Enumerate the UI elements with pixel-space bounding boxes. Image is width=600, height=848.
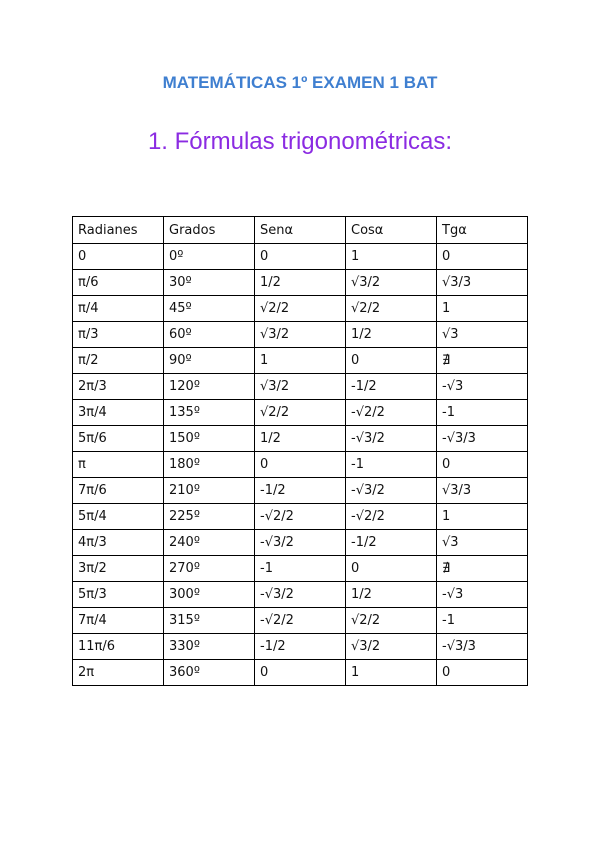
cell-cosine: -√3/2	[346, 426, 437, 452]
cell-sine: -1/2	[255, 634, 346, 660]
table-row	[73, 504, 528, 530]
table-body	[73, 244, 528, 686]
cell-sine: 0	[255, 452, 346, 478]
cell-sine: -√3/2	[255, 582, 346, 608]
cell-radians: 0	[73, 244, 164, 270]
cell-cosine: -1	[346, 452, 437, 478]
cell-tangent: √3/3	[437, 478, 528, 504]
cell-sine: 0	[255, 660, 346, 686]
cell-radians: 4π/3	[73, 530, 164, 556]
column-header-tangent: Tgα	[437, 217, 528, 244]
cell-tangent: -√3	[437, 582, 528, 608]
cell-cosine: √2/2	[346, 608, 437, 634]
cell-degrees: 0º	[164, 244, 255, 270]
cell-cosine: √3/2	[346, 270, 437, 296]
cell-sine: √2/2	[255, 400, 346, 426]
table-row	[73, 244, 528, 270]
cell-degrees: 150º	[164, 426, 255, 452]
cell-degrees: 120º	[164, 374, 255, 400]
cell-cosine: -√3/2	[346, 478, 437, 504]
table-row	[73, 556, 528, 582]
cell-sine: -√2/2	[255, 504, 346, 530]
column-header-radians: Radianes	[73, 217, 164, 244]
cell-radians: 5π/6	[73, 426, 164, 452]
column-header-sine: Senα	[255, 217, 346, 244]
table-row	[73, 296, 528, 322]
cell-sine: -√3/2	[255, 530, 346, 556]
cell-cosine: 0	[346, 556, 437, 582]
cell-tangent: 0	[437, 244, 528, 270]
cell-radians: 3π/2	[73, 556, 164, 582]
cell-cosine: -1/2	[346, 530, 437, 556]
cell-cosine: √2/2	[346, 296, 437, 322]
table-row	[73, 400, 528, 426]
cell-tangent: -√3/3	[437, 426, 528, 452]
table-row	[73, 270, 528, 296]
cell-radians: π/6	[73, 270, 164, 296]
cell-degrees: 135º	[164, 400, 255, 426]
cell-degrees: 300º	[164, 582, 255, 608]
cell-radians: 5π/4	[73, 504, 164, 530]
cell-degrees: 45º	[164, 296, 255, 322]
cell-degrees: 270º	[164, 556, 255, 582]
table-row	[73, 660, 528, 686]
table-row	[73, 608, 528, 634]
cell-radians: 3π/4	[73, 400, 164, 426]
cell-degrees: 315º	[164, 608, 255, 634]
cell-radians: 2π	[73, 660, 164, 686]
cell-sine: √3/2	[255, 374, 346, 400]
cell-radians: π/2	[73, 348, 164, 374]
table-row	[73, 530, 528, 556]
cell-sine: √2/2	[255, 296, 346, 322]
cell-cosine: 1	[346, 660, 437, 686]
cell-radians: 7π/6	[73, 478, 164, 504]
cell-degrees: 210º	[164, 478, 255, 504]
table-row	[73, 582, 528, 608]
cell-sine: 1/2	[255, 426, 346, 452]
cell-radians: 11π/6	[73, 634, 164, 660]
table-row	[73, 634, 528, 660]
cell-radians: π	[73, 452, 164, 478]
section-title: 1. Fórmulas trigonométricas:	[147, 128, 453, 155]
cell-sine: 1/2	[255, 270, 346, 296]
cell-tangent: -√3/3	[437, 634, 528, 660]
cell-degrees: 90º	[164, 348, 255, 374]
cell-radians: π/3	[73, 322, 164, 348]
cell-radians: π/4	[73, 296, 164, 322]
cell-tangent: -1	[437, 608, 528, 634]
table-row	[73, 374, 528, 400]
table-row	[73, 348, 528, 374]
cell-cosine: -√2/2	[346, 504, 437, 530]
cell-sine: -√2/2	[255, 608, 346, 634]
cell-tangent: 1	[437, 504, 528, 530]
column-header-degrees: Grados	[164, 217, 255, 244]
cell-degrees: 360º	[164, 660, 255, 686]
cell-tangent: -1	[437, 400, 528, 426]
cell-cosine: 1/2	[346, 582, 437, 608]
cell-sine: √3/2	[255, 322, 346, 348]
column-header-cosine: Cosα	[346, 217, 437, 244]
table-header-row	[73, 217, 528, 244]
cell-tangent: ∄	[437, 348, 528, 374]
cell-cosine: 1	[346, 244, 437, 270]
document-header: MATEMÁTICAS 1º EXAMEN 1 BAT	[162, 73, 438, 92]
cell-radians: 2π/3	[73, 374, 164, 400]
cell-cosine: √3/2	[346, 634, 437, 660]
cell-tangent: √3	[437, 530, 528, 556]
cell-tangent: 0	[437, 452, 528, 478]
cell-degrees: 330º	[164, 634, 255, 660]
cell-sine: 1	[255, 348, 346, 374]
cell-degrees: 30º	[164, 270, 255, 296]
cell-tangent: -√3	[437, 374, 528, 400]
cell-cosine: -√2/2	[346, 400, 437, 426]
cell-radians: 7π/4	[73, 608, 164, 634]
cell-radians: 5π/3	[73, 582, 164, 608]
cell-degrees: 60º	[164, 322, 255, 348]
cell-degrees: 180º	[164, 452, 255, 478]
cell-tangent: √3	[437, 322, 528, 348]
cell-sine: -1	[255, 556, 346, 582]
cell-degrees: 240º	[164, 530, 255, 556]
cell-tangent: √3/3	[437, 270, 528, 296]
table-row	[73, 452, 528, 478]
cell-cosine: 0	[346, 348, 437, 374]
cell-sine: 0	[255, 244, 346, 270]
cell-sine: -1/2	[255, 478, 346, 504]
table-row	[73, 478, 528, 504]
table-row	[73, 426, 528, 452]
cell-cosine: -1/2	[346, 374, 437, 400]
cell-tangent: 1	[437, 296, 528, 322]
trig-values-table	[72, 216, 528, 686]
table-row	[73, 322, 528, 348]
cell-tangent: ∄	[437, 556, 528, 582]
cell-tangent: 0	[437, 660, 528, 686]
cell-cosine: 1/2	[346, 322, 437, 348]
cell-degrees: 225º	[164, 504, 255, 530]
